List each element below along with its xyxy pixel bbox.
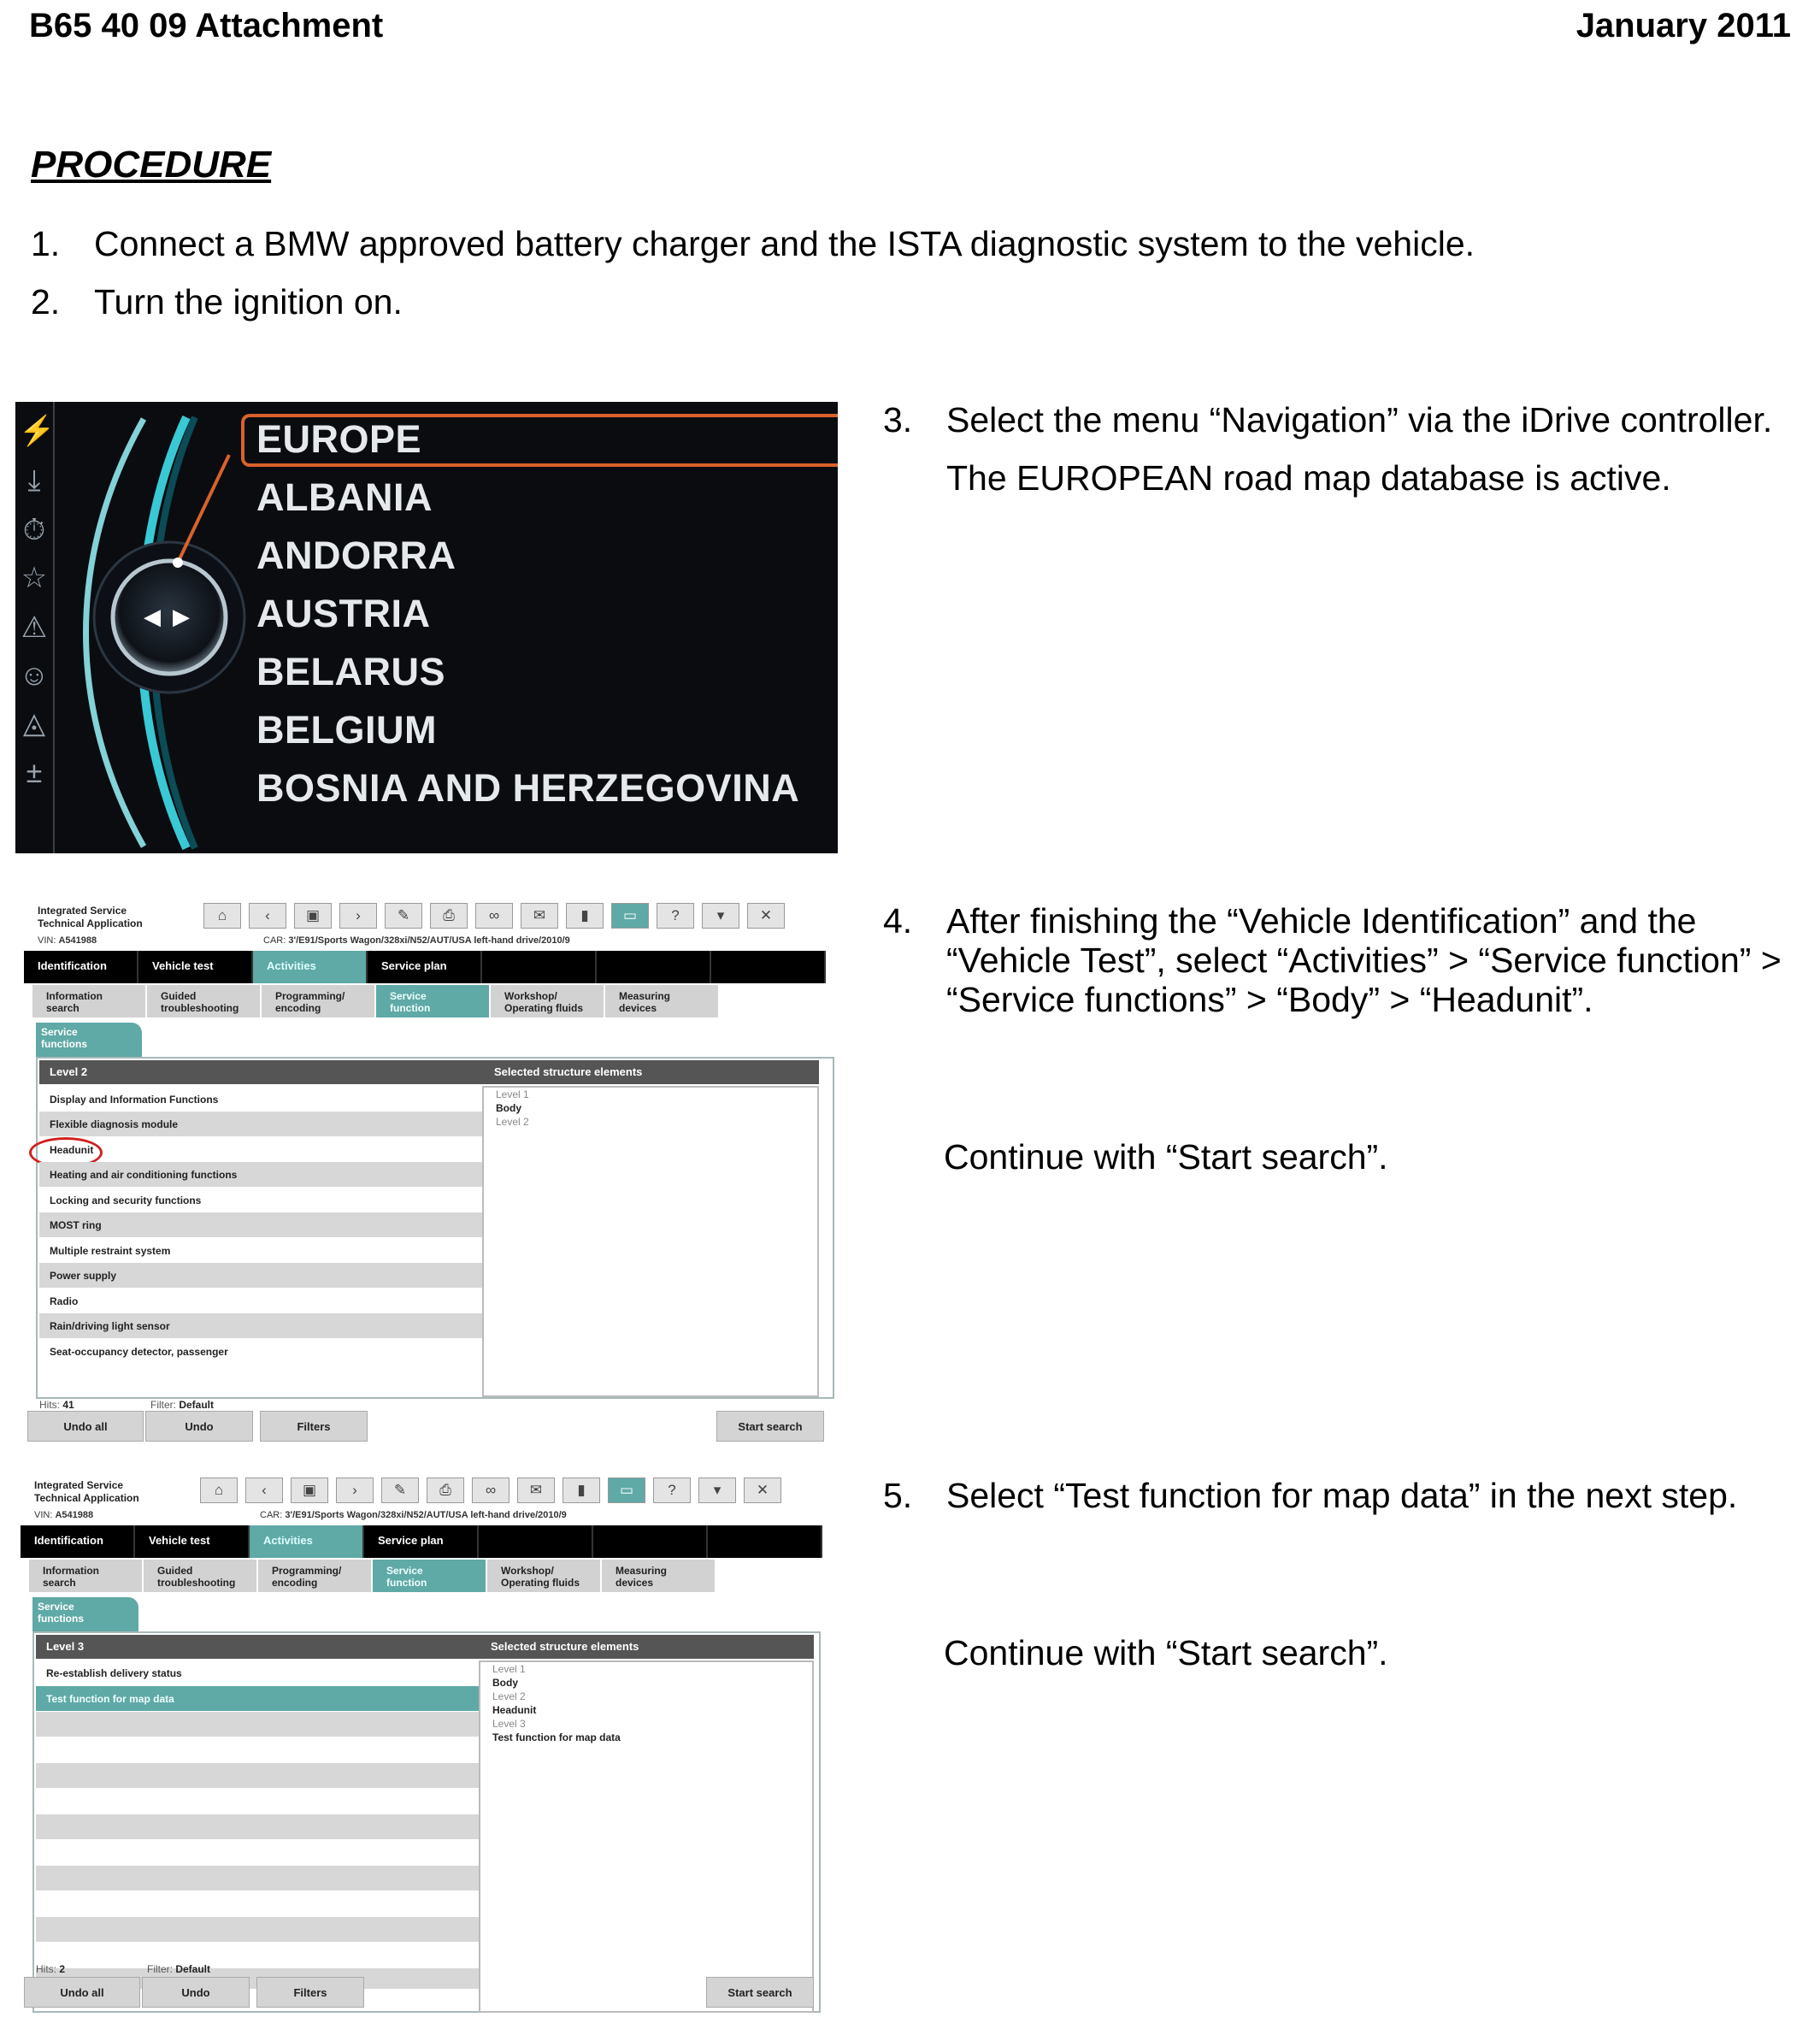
tab-service-plan[interactable]: Service plan <box>368 951 482 983</box>
minimize-icon[interactable]: ▾ <box>698 1478 736 1503</box>
tab-service-functions[interactable]: Service functions <box>32 1597 138 1631</box>
level-header: Level 3 <box>36 1635 491 1659</box>
selected-structure-panel <box>482 1086 819 1397</box>
link-icon[interactable]: ∞ <box>475 903 513 929</box>
list-item[interactable]: Power supply <box>39 1263 489 1288</box>
idrive-navigation-screen <box>15 402 838 853</box>
undo-all-button[interactable]: Undo all <box>27 1411 144 1442</box>
step-5 <box>883 1476 1789 1534</box>
subtab-workshop[interactable]: Workshop/ Operating fluids <box>487 1560 600 1592</box>
list-item-empty <box>36 1737 491 1762</box>
structure-element: Headunit <box>492 1704 537 1716</box>
country-item[interactable]: BELARUS <box>256 650 446 693</box>
subtab-service-function[interactable]: Service function <box>376 985 489 1017</box>
level-header: Level 2 <box>39 1060 489 1084</box>
subtab-guided-troubleshooting[interactable]: Guided troubleshooting <box>147 985 260 1017</box>
main-nav <box>21 1525 822 1558</box>
step-note: The EUROPEAN road map database is active. <box>946 458 1671 498</box>
step-text: Connect a BMW approved battery charger and the ISTA diagnostic system to the vehicle. <box>94 224 1475 263</box>
list-item-empty <box>36 1814 491 1839</box>
country-item[interactable]: BELGIUM <box>256 708 437 752</box>
forward-icon[interactable]: › <box>339 903 377 929</box>
filters-button[interactable]: Filters <box>256 1977 364 2008</box>
list-item[interactable]: Multiple restraint system <box>50 1245 171 1257</box>
arrow-left-icon: ◀ <box>144 604 161 629</box>
subtab-information-search[interactable]: Information search <box>32 985 145 1017</box>
list-item-empty <box>36 1943 491 1967</box>
list-item[interactable]: Seat-occupancy detector, passenger <box>50 1346 228 1358</box>
tab-empty <box>593 1525 708 1558</box>
home-icon[interactable]: ⌂ <box>203 903 241 929</box>
warning-icon: ⚠ <box>21 611 48 644</box>
start-search-button[interactable]: Start search <box>706 1977 814 2008</box>
structure-element: Test function for map data <box>492 1731 621 1743</box>
arrow-right-icon: ▶ <box>173 604 190 629</box>
list-item[interactable]: Re-establish delivery status <box>46 1667 182 1679</box>
structure-level: Level 2 <box>492 1690 526 1702</box>
close-icon[interactable]: ✕ <box>747 903 785 929</box>
list-item-empty <box>36 1891 491 1916</box>
intro-step-1 <box>31 224 1475 264</box>
step-4 <box>883 901 1789 1038</box>
country-item[interactable]: ANDORRA <box>256 534 456 577</box>
list-item[interactable]: MOST ring <box>39 1212 489 1237</box>
route-icon: ◬ <box>22 707 46 740</box>
step-text: Select the menu “Navigation” via the iDrive controller. <box>946 400 1773 439</box>
filter-status: Filter: Default <box>147 1963 211 1975</box>
monitor-icon[interactable]: ▭ <box>608 1478 645 1503</box>
hits-count: Hits: 2 <box>36 1963 66 1975</box>
tab-service-plan[interactable]: Service plan <box>364 1525 479 1558</box>
ista-screen-level-3 <box>17 1476 829 2014</box>
start-search-button[interactable]: Start search <box>716 1411 824 1442</box>
list-item-empty <box>36 1712 491 1737</box>
help-icon[interactable]: ? <box>653 1478 691 1503</box>
vin-info: VIN: A541988 <box>38 935 97 946</box>
list-item[interactable]: Locking and security functions <box>50 1194 202 1206</box>
subtab-measuring-devices[interactable]: Measuring devices <box>602 1560 715 1592</box>
undo-button[interactable]: Undo <box>142 1977 250 2008</box>
tab-empty <box>479 1525 593 1558</box>
list-item[interactable]: Rain/driving light sensor <box>39 1313 489 1338</box>
list-item[interactable]: Heating and air conditioning functions <box>39 1162 489 1187</box>
structure-element: Body <box>492 1677 518 1689</box>
smiley-icon: ☺ <box>19 659 50 692</box>
continue-note: Continue with “Start search”. <box>944 1137 1388 1177</box>
undo-all-button[interactable]: Undo all <box>24 1977 140 2008</box>
step-number: 1. <box>31 224 61 263</box>
tab-activities[interactable]: Activities <box>250 1525 364 1558</box>
ista-screen-level-2 <box>21 901 836 1445</box>
step-number: 4. <box>883 901 913 941</box>
subtab-workshop[interactable]: Workshop/ Operating fluids <box>491 985 604 1017</box>
tab-empty <box>711 951 826 983</box>
tab-empty <box>708 1525 822 1558</box>
list-item-headunit[interactable]: Headunit <box>50 1144 94 1156</box>
subtab-programming-encoding[interactable]: Programming/ encoding <box>258 1560 371 1592</box>
document-date: January 2011 <box>1576 7 1791 44</box>
star-icon: ☆ <box>21 562 48 594</box>
step-text: Select “Test function for map data” in the next step. <box>946 1476 1738 1515</box>
structure-level: Level 1 <box>496 1088 529 1100</box>
link-icon[interactable]: ∞ <box>472 1478 509 1503</box>
subtab-service-function[interactable]: Service function <box>373 1560 486 1592</box>
tab-activities[interactable]: Activities <box>253 951 368 983</box>
intro-step-2 <box>31 282 403 322</box>
list-item-selected[interactable]: Test function for map data <box>36 1686 491 1711</box>
undo-button[interactable]: Undo <box>145 1411 253 1442</box>
app-name: Integrated Service Technical Application <box>34 1479 139 1504</box>
list-item-empty <box>36 1763 491 1788</box>
list-item-empty <box>36 1866 491 1890</box>
step-number: 2. <box>31 282 61 321</box>
mail-icon[interactable]: ✉ <box>517 1478 555 1503</box>
wrench-icon[interactable]: ✎ <box>381 1478 419 1503</box>
sub-nav <box>29 1560 715 1592</box>
toolbar <box>203 903 785 932</box>
list-item-empty <box>36 1840 491 1865</box>
monitor-icon[interactable]: ▭ <box>611 903 649 929</box>
structure-element: Body <box>496 1102 521 1114</box>
battery-icon[interactable]: ▮ <box>562 1478 600 1503</box>
list-item-empty <box>36 1917 491 1942</box>
screen-icon[interactable]: ▣ <box>294 903 332 929</box>
hits-count: Hits: 41 <box>39 1399 74 1411</box>
subtab-information-search[interactable]: Information search <box>29 1560 142 1592</box>
minimize-icon[interactable]: ▾ <box>702 903 739 929</box>
step-number: 5. <box>883 1476 913 1515</box>
continue-note: Continue with “Start search”. <box>944 1633 1388 1672</box>
close-icon[interactable]: ✕ <box>744 1478 781 1503</box>
selected-structure-panel <box>479 1660 814 2013</box>
battery-icon[interactable]: ▮ <box>566 903 604 929</box>
tab-vehicle-test[interactable]: Vehicle test <box>138 951 253 983</box>
back-icon[interactable]: ‹ <box>249 903 286 929</box>
selected-structure-header: Selected structure elements <box>479 1635 814 1659</box>
tab-empty <box>482 951 597 983</box>
main-nav <box>24 951 826 983</box>
home-icon[interactable]: ⌂ <box>200 1478 238 1503</box>
timer-icon: ⏱ <box>22 514 46 546</box>
structure-level: Level 2 <box>496 1116 529 1128</box>
download-icon: ⤓ <box>27 464 41 497</box>
app-name: Integrated Service Technical Application <box>38 905 143 929</box>
structure-level: Level 3 <box>492 1718 526 1730</box>
list-item[interactable]: Radio <box>50 1295 79 1307</box>
subtab-measuring-devices[interactable]: Measuring devices <box>605 985 718 1017</box>
car-info: CAR: 3'/E91/Sports Wagon/328xi/N52/AUT/USA left-hand drive/2010/9 <box>263 935 570 946</box>
help-icon[interactable]: ? <box>657 903 694 929</box>
tab-service-functions[interactable]: Service functions <box>36 1023 142 1057</box>
document-id: B65 40 09 Attachment <box>29 7 384 44</box>
structure-level: Level 1 <box>492 1663 526 1675</box>
mail-icon[interactable]: ✉ <box>521 903 558 929</box>
car-info: CAR: 3'/E91/Sports Wagon/328xi/N52/AUT/USA left-hand drive/2010/9 <box>260 1510 567 1520</box>
screen-icon[interactable]: ▣ <box>291 1478 328 1503</box>
step-number: 3. <box>883 400 913 439</box>
country-item[interactable]: EUROPE <box>256 417 422 461</box>
procedure-title: PROCEDURE <box>31 144 272 186</box>
step-text: After finishing the “Vehicle Identification” and the “Vehicle Test”, select “Activities” > “Service function” > “Service functions” > “Body” > “Headunit”. <box>946 901 1782 1019</box>
step-3 <box>883 400 1789 516</box>
sub-nav <box>32 985 718 1017</box>
tab-empty <box>597 951 711 983</box>
tab-identification[interactable]: Identification <box>24 951 138 983</box>
country-item[interactable]: BOSNIA AND HERZEGOVINA <box>256 766 800 810</box>
wrench-icon[interactable]: ✎ <box>385 903 422 929</box>
list-item[interactable]: Flexible diagnosis module <box>39 1112 489 1136</box>
filter-status: Filter: Default <box>150 1399 215 1411</box>
filters-button[interactable]: Filters <box>260 1411 368 1442</box>
vin-info: VIN: A541988 <box>34 1510 94 1520</box>
zoom-icon: ± <box>26 757 43 789</box>
settings-icon: ⚡ <box>19 415 56 447</box>
tab-vehicle-test[interactable]: Vehicle test <box>135 1525 250 1558</box>
toolbar <box>200 1478 781 1507</box>
tab-identification[interactable]: Identification <box>21 1525 135 1558</box>
country-item[interactable]: AUSTRIA <box>256 592 431 635</box>
subtab-programming-encoding[interactable]: Programming/ encoding <box>262 985 374 1017</box>
list-item[interactable]: Display and Information Functions <box>50 1094 219 1106</box>
country-item[interactable]: ALBANIA <box>256 475 433 519</box>
print-icon[interactable]: ⎙ <box>427 1478 464 1503</box>
selected-structure-header: Selected structure elements <box>482 1060 819 1084</box>
forward-icon[interactable]: › <box>336 1478 374 1503</box>
back-icon[interactable]: ‹ <box>245 1478 283 1503</box>
list-item-empty <box>36 1789 491 1814</box>
subtab-guided-troubleshooting[interactable]: Guided troubleshooting <box>144 1560 256 1592</box>
step-text: Turn the ignition on. <box>94 282 403 321</box>
print-icon[interactable]: ⎙ <box>430 903 468 929</box>
